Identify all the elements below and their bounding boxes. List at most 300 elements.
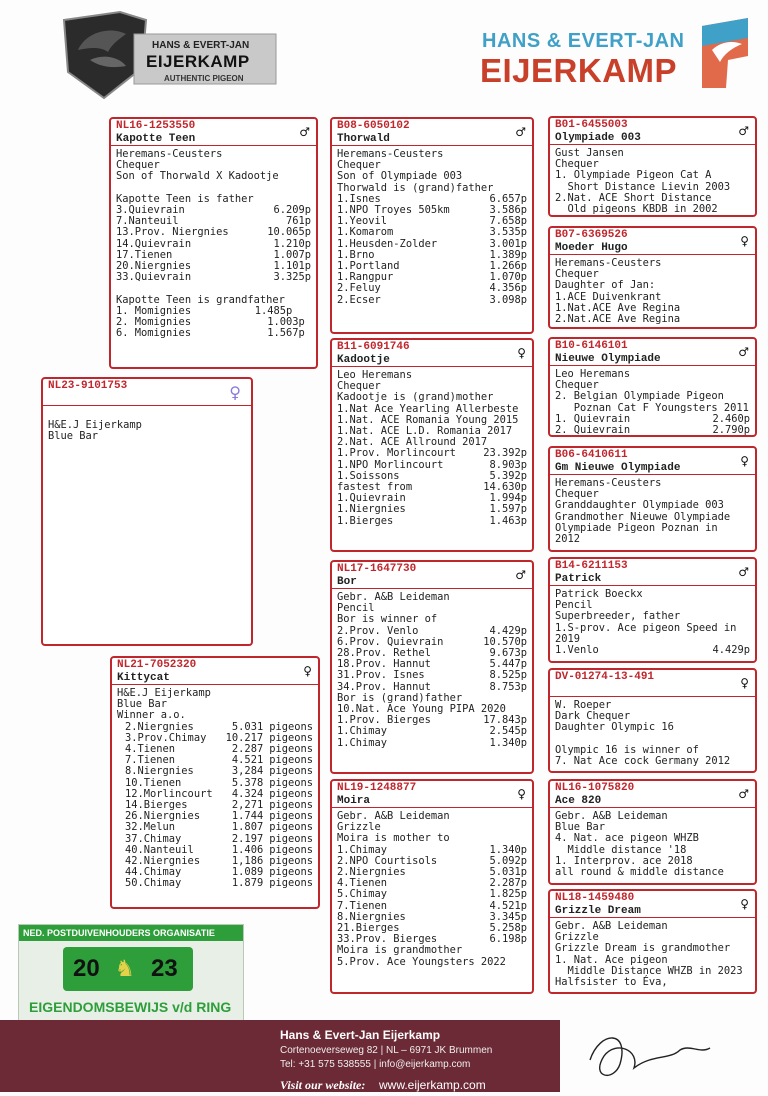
race-name: 40.Nanteuil: [125, 843, 194, 856]
card-header: [332, 340, 532, 367]
pedigree-card: [548, 226, 757, 329]
detail-line: Heremans-Ceusters: [555, 477, 662, 489]
stamp-org: NED. POSTDUIVENHOUDERS ORGANISATIE: [19, 925, 243, 941]
result-value: 17.843p: [483, 714, 527, 727]
count-unit: pigeons: [269, 843, 313, 856]
pigeon-count: 1.807: [231, 821, 264, 834]
card-header: [550, 228, 755, 255]
result-value: 1.070p: [489, 271, 527, 284]
result-value: 2.545p: [489, 725, 527, 738]
result-value: 4.429p: [712, 644, 750, 657]
result-value: 1.994p: [489, 492, 527, 505]
pigeon-name: Nieuwe Olympiade: [555, 353, 661, 365]
pedigree-card: [330, 117, 534, 334]
result-value: 6.198p: [489, 933, 527, 946]
ring-number: B06-6410611: [555, 449, 628, 461]
pedigree-card: [330, 779, 534, 994]
pigeon-count: 5.378: [231, 776, 264, 789]
ring-number: NL19-1248877: [337, 782, 417, 794]
ring-number: NL18-1459480: [555, 892, 635, 904]
result-row: [555, 425, 750, 436]
result-label: 20.Niergnies: [116, 260, 192, 273]
result-row: [117, 878, 313, 889]
result-value: 5.031p: [489, 866, 527, 879]
race-name: 12.Morlincourt: [125, 787, 213, 800]
detail-line: Kapotte Teen is father: [116, 192, 254, 205]
detail-line: Son of Thorwald X Kadootje: [116, 170, 279, 183]
result-label: 2. Momignies: [116, 316, 192, 329]
count-unit: pigeons: [269, 787, 313, 800]
detail-line: Heremans-Ceusters: [555, 257, 662, 269]
detail-line: Moira is grandmother: [337, 944, 463, 957]
detail-line: 2019: [555, 632, 581, 645]
card-header: [550, 891, 755, 918]
count-unit: pigeons: [269, 877, 313, 890]
result-label: 4.Tienen: [337, 877, 388, 890]
year-badge: [63, 947, 193, 991]
result-value: 761p: [285, 215, 311, 228]
card-details: [550, 145, 755, 217]
result-value: 1.597p: [489, 503, 527, 516]
card-header: [111, 119, 316, 146]
result-label: 17.Tienen: [116, 248, 173, 261]
result-label: 6.Prov. Quievrain: [337, 635, 444, 648]
pedigree-card: [330, 560, 534, 774]
eijerkamp-logo: [478, 14, 752, 94]
card-details: [112, 685, 318, 893]
result-value: 1.485p: [254, 304, 311, 317]
detail-line: 1.Nat.ACE Ave Regina: [555, 301, 681, 314]
detail-line: Blue Bar: [48, 430, 99, 443]
card-header: [550, 118, 755, 145]
pedigree-card: [548, 668, 757, 773]
card-header: [550, 559, 755, 586]
card-header: [332, 562, 532, 589]
result-label: 14.Quievrain: [116, 237, 192, 250]
result-label: 1.Isnes: [337, 192, 381, 205]
pigeon-count: 5.031: [231, 720, 264, 733]
detail-line: Thorwald is (grand)father: [337, 181, 494, 194]
pigeon-name: Grizzle Dream: [555, 905, 641, 917]
race-name: 14.Bierges: [125, 799, 188, 812]
result-label: 1.Rangpur: [337, 271, 394, 284]
pigeon-count: 1.089: [231, 866, 264, 879]
stamp-title: EIGENDOMSBEWIJS v/d RING: [29, 999, 232, 1015]
result-value: 8.525p: [489, 669, 527, 682]
result-label: 1.Bierges: [337, 514, 394, 527]
result-label: 1.Chimay: [337, 843, 388, 856]
footer: [0, 1020, 768, 1092]
result-label: 31.Prov. Isnes: [337, 669, 425, 682]
detail-line: 2.Nat.ACE Ave Regina: [555, 313, 681, 326]
footer-address: Cortenoeverseweg 82 | NL – 6971 JK Brummen: [280, 1045, 493, 1056]
card-details: [332, 146, 532, 309]
result-label: 1.Niergnies: [337, 503, 406, 516]
result-value: 1.389p: [489, 248, 527, 261]
detail-line: Bor is (grand)father: [337, 691, 463, 704]
year-right: 23: [151, 955, 178, 982]
result-row: [337, 738, 527, 749]
result-value: 1.825p: [489, 888, 527, 901]
male-symbol-icon: ♂: [299, 125, 310, 139]
ring-number: DV-01274-13-491: [555, 671, 655, 683]
result-label: 1.Yeovil: [337, 215, 388, 228]
result-row: [337, 448, 527, 459]
count-unit: pigeons: [269, 720, 313, 733]
pedigree-card: [548, 337, 757, 437]
pigeon-flag-icon: [698, 16, 752, 90]
count-unit: pigeons: [269, 754, 313, 767]
card-details: [111, 146, 316, 342]
ring-number: B14-6211153: [555, 560, 628, 572]
race-name: 32.Melun: [125, 821, 176, 834]
result-value: 6.657p: [489, 192, 527, 205]
detail-line: 1.ACE Duivenkrant: [555, 290, 662, 303]
card-header: [550, 339, 755, 366]
pedigree-card: [110, 656, 320, 909]
detail-line: Chequer: [555, 158, 599, 171]
detail-line: Pencil: [337, 602, 375, 615]
result-value: 2.790p: [712, 424, 750, 437]
detail-line: Chequer: [555, 488, 599, 501]
ring-number: NL23-9101753: [48, 380, 128, 392]
detail-line: 2. Belgian Olympiade Pigeon: [555, 390, 724, 403]
detail-line: 2012: [555, 533, 581, 546]
result-value: 14.630p: [483, 481, 527, 494]
pigeon-count: 1,186: [231, 855, 264, 868]
ring-number: B07-6369526: [555, 229, 628, 241]
pedigree-card: [548, 446, 757, 552]
detail-line: W. Roeper: [555, 699, 612, 711]
ring-number: NL16-1253550: [116, 120, 196, 132]
card-details: [550, 475, 755, 548]
detail-line: Chequer: [337, 159, 381, 172]
male-symbol-icon: ♂: [738, 345, 749, 359]
pigeon-name: Kadootje: [337, 354, 390, 366]
detail-line: Bor is winner of: [337, 613, 438, 626]
left-logo-line2: EIJERKAMP: [146, 52, 250, 71]
result-label: 1.Quievrain: [337, 492, 406, 505]
race-name: 26.Niergnies: [125, 810, 201, 823]
result-row: [116, 272, 311, 283]
signature: [560, 1020, 768, 1092]
ring-number: NL21-7052320: [117, 659, 197, 671]
pigeon-count: 2.197: [231, 832, 264, 845]
sex-symbol: ♀: [229, 383, 241, 402]
female-symbol-icon: ♀: [740, 897, 749, 911]
result-value: 3.098p: [489, 293, 527, 306]
count-unit: pigeons: [269, 799, 313, 812]
result-label: 1.NPO Morlincourt: [337, 458, 444, 471]
count-unit: pigeons: [269, 832, 313, 845]
detail-line: Winner a.o.: [117, 709, 186, 722]
result-label: 1.Heusden-Zolder: [337, 237, 438, 250]
detail-line: 1.Nat. ACE L.D. Romania 2017: [337, 425, 513, 438]
pigeon-name: Olympiade 003: [555, 132, 641, 144]
detail-line: Moira is mother to: [337, 832, 450, 845]
result-label: 13.Prov. Niergnies: [116, 226, 229, 239]
result-row: [337, 283, 527, 294]
detail-line: 1.Nat. ACE Romania Young 2015: [337, 413, 519, 426]
pedigree-card: [109, 117, 318, 369]
result-label: 34.Prov. Hannut: [337, 680, 431, 693]
detail-line: 5.Prov. Ace Youngsters 2022: [337, 955, 506, 968]
card-details: [550, 697, 755, 770]
card-details: [550, 366, 755, 437]
detail-line: Grizzle: [555, 931, 599, 944]
card-header: [550, 448, 755, 475]
detail-line: Heremans-Ceusters: [337, 148, 444, 160]
detail-line: Short Distance Lievin 2003: [555, 180, 731, 193]
male-symbol-icon: ♂: [738, 565, 749, 579]
result-value: 1.266p: [489, 260, 527, 273]
detail-line: Gebr. A&B Leideman: [555, 920, 668, 932]
female-symbol-icon: ♀: [303, 664, 312, 678]
race-name: 7.Tienen: [125, 754, 176, 767]
result-value: 3.535p: [489, 226, 527, 239]
detail-line: Old pigeons KBDB in 2002: [555, 203, 718, 216]
result-value: 5.392p: [489, 469, 527, 482]
result-label: 2.NPO Courtisols: [337, 854, 438, 867]
detail-line: Kapotte Teen is grandfather: [116, 293, 285, 306]
result-label: 1. Quievrain: [555, 412, 631, 425]
result-label: 1.Prov. Bierges: [337, 714, 431, 727]
result-label: 2.Ecser: [337, 293, 381, 306]
result-value: 8.903p: [489, 458, 527, 471]
detail-line: Gust Jansen: [555, 147, 624, 159]
result-label: 6. Momignies: [116, 327, 192, 340]
pigeon-name: Moira: [337, 795, 371, 807]
detail-line: Son of Olympiade 003: [337, 170, 463, 183]
result-label: 1.Brno: [337, 248, 375, 261]
result-value: 2.460p: [712, 412, 750, 425]
result-label: 5.Chimay: [337, 888, 388, 901]
count-unit: pigeons: [269, 776, 313, 789]
result-label: 2.Niergnies: [337, 866, 406, 879]
result-label: 28.Prov. Rethel: [337, 647, 431, 660]
male-symbol-icon: ♂: [738, 124, 749, 138]
pigeon-count: 3,284: [231, 765, 264, 778]
pigeon-name: Patrick: [555, 573, 602, 585]
result-row: [116, 328, 311, 339]
result-value: 4.521p: [489, 899, 527, 912]
pigeon-name: Ace 820: [555, 795, 602, 807]
result-label: 33.Prov. Bierges: [337, 933, 438, 946]
race-name: 42.Niergnies: [125, 855, 201, 868]
race-name: 2.Niergnies: [125, 720, 194, 733]
detail-line: Pencil: [555, 599, 593, 612]
ring-number: NL17-1647730: [337, 563, 417, 575]
detail-line: Patrick Boeckx: [555, 588, 643, 600]
result-label: 1.NPO Troyes 505km: [337, 204, 450, 217]
pigeon-name: Gm Nieuwe Olympiade: [555, 462, 681, 474]
detail-line: 2.Nat. ACE Allround 2017: [337, 436, 488, 449]
result-label: 1.Portland: [337, 260, 400, 273]
count-unit: pigeons: [269, 765, 313, 778]
result-row: [337, 504, 527, 515]
result-value: 4.356p: [489, 282, 527, 295]
female-symbol-icon: ♀: [740, 676, 749, 690]
result-label: 2.Prov. Venlo: [337, 624, 419, 637]
result-label: 7.Nanteuil: [116, 215, 179, 228]
result-label: 8.Niergnies: [337, 910, 406, 923]
result-value: 1.463p: [489, 514, 527, 527]
detail-line: Gebr. A&B Leideman: [555, 810, 668, 822]
result-value: 5.258p: [489, 922, 527, 935]
detail-line: 1. Interprov. ace 2018: [555, 854, 693, 867]
card-details: [550, 918, 755, 991]
result-row: [337, 516, 527, 527]
detail-line: Daughter Olympic 16: [555, 721, 674, 734]
result-label: 2. Quievrain: [555, 424, 631, 437]
pedigree-card: [330, 338, 534, 552]
pedigree-card: [548, 116, 757, 217]
result-label: 1.Komarom: [337, 226, 394, 239]
card-details: [550, 808, 755, 881]
detail-line: [116, 283, 311, 294]
detail-line: Leo Heremans: [337, 369, 413, 381]
result-value: 6.209p: [273, 204, 311, 216]
detail-line: Dark Chequer: [555, 710, 631, 723]
result-label: 1.Venlo: [555, 644, 599, 657]
result-label: 7.Tienen: [337, 899, 388, 912]
result-value: 23.392p: [483, 447, 527, 460]
result-label: 1.Prov. Morlincourt: [337, 447, 456, 460]
detail-line: Chequer: [116, 159, 160, 172]
card-details: [550, 586, 755, 659]
male-symbol-icon: ♂: [738, 787, 749, 801]
card-header: [550, 781, 755, 808]
card-header: [332, 119, 532, 146]
detail-line: Olympic 16 is winner of: [555, 743, 699, 756]
result-row: [337, 295, 527, 306]
detail-line: H&E.J Eijerkamp: [48, 419, 142, 432]
count-unit: pigeons: [269, 731, 313, 744]
year-left: 20: [73, 955, 100, 982]
female-symbol-icon: ♀: [740, 234, 749, 248]
result-value: 3.325p: [273, 271, 311, 284]
result-value: 5.447p: [489, 658, 527, 671]
race-name: 50.Chimay: [125, 877, 182, 890]
result-value: 3.345p: [489, 910, 527, 923]
ring-number: B10-6146101: [555, 340, 628, 352]
detail-line: Granddaughter Olympiade 003: [555, 499, 724, 512]
detail-line: Kadootje is (grand)mother: [337, 391, 494, 404]
detail-line: H&E.J Eijerkamp: [117, 687, 211, 699]
detail-line: Chequer: [555, 268, 599, 281]
result-row: [337, 889, 527, 900]
result-value: 10.570p: [483, 635, 527, 648]
result-label: 1.Chimay: [337, 736, 388, 749]
race-name: 8.Niergnies: [125, 765, 194, 778]
count-unit: pigeons: [269, 821, 313, 834]
count-unit: pigeons: [269, 855, 313, 868]
footer-company: Hans & Evert-Jan Eijerkamp: [280, 1028, 441, 1042]
result-value: 1.340p: [489, 736, 527, 749]
detail-line: Grizzle: [337, 821, 381, 834]
race-name: 37.Chimay: [125, 832, 182, 845]
detail-line: 1. Olympiade Pigeon Cat A: [555, 169, 712, 182]
result-value: 1.003p: [267, 316, 311, 329]
detail-line: Halfsister to Éva,: [555, 976, 668, 989]
ring-number: B01-6455003: [555, 119, 628, 131]
card-header: [550, 670, 755, 697]
pigeon-count: 10.217: [225, 731, 264, 744]
result-label: 21.Bierges: [337, 922, 400, 935]
left-logo-line1: HANS & EVERT-JAN: [152, 40, 250, 51]
pigeon-count: 1.879: [231, 877, 264, 890]
card-details: [43, 406, 251, 446]
lion-emblem-icon: ♞: [117, 953, 133, 983]
result-value: 2.287p: [489, 877, 527, 890]
detail-line: 1. Nat. Ace pigeon: [555, 953, 668, 966]
result-value: 10.065p: [267, 226, 311, 239]
female-symbol-icon: ♀: [740, 454, 749, 468]
result-label: 1.Soissons: [337, 469, 400, 482]
ring-number: B11-6091746: [337, 341, 410, 353]
pigeon-name: Thorwald: [337, 133, 390, 145]
pigeon-count: 2,271: [231, 799, 264, 812]
card-details: [332, 808, 532, 971]
female-symbol-icon: ♀: [517, 346, 526, 360]
result-label: 33.Quievrain: [116, 271, 192, 284]
result-label: 3.Quievrain: [116, 204, 185, 216]
detail-line: 1.Nat Ace Yearling Allerbeste: [337, 402, 519, 415]
result-value: 3.586p: [489, 204, 527, 217]
result-row: [337, 726, 527, 737]
detail-line: Poznan Cat F Youngsters 2011: [555, 401, 749, 414]
result-value: 1.210p: [273, 237, 311, 250]
ring-number: B08-6050102: [337, 120, 410, 132]
website-link[interactable]: www.eijerkamp.com: [379, 1078, 486, 1092]
pigeon-count: 4.521: [231, 754, 264, 767]
result-value: 7.658p: [489, 215, 527, 228]
result-value: 1.101p: [273, 260, 311, 273]
detail-line: Gebr. A&B Leideman: [337, 810, 450, 822]
authentic-pigeon-logo: [60, 10, 280, 100]
pigeon-count: 1.406: [231, 843, 264, 856]
result-value: 1.340p: [489, 843, 527, 856]
race-name: 3.Prov.Chimay: [125, 731, 207, 744]
pigeon-name: Moeder Hugo: [555, 242, 628, 254]
result-value: 3.001p: [489, 237, 527, 250]
detail-line: Heremans-Ceusters: [116, 148, 223, 160]
result-row: [117, 766, 313, 777]
pigeon-count: 2.287: [231, 743, 264, 756]
race-name: 44.Chimay: [125, 866, 182, 879]
footer-visit-label: Visit our website:: [280, 1078, 366, 1092]
result-row: [337, 227, 527, 238]
card-details: [332, 367, 532, 530]
pigeon-name: Kapotte Teen: [116, 133, 196, 145]
card-details: [332, 589, 532, 752]
result-row: [337, 670, 527, 681]
result-value: 1.007p: [273, 248, 311, 261]
female-symbol-icon: ♀: [517, 787, 526, 801]
detail-line: all round & middle distance: [555, 866, 724, 879]
result-label: fastest from: [337, 481, 413, 494]
result-label: 1.Chimay: [337, 725, 388, 738]
result-value: 4.429p: [489, 624, 527, 637]
signature-panel: [560, 1020, 768, 1092]
result-label: 18.Prov. Hannut: [337, 658, 431, 671]
detail-line: 7. Nat Ace cock Germany 2012: [555, 755, 731, 767]
detail-line: Blue Bar: [555, 821, 606, 834]
right-logo-line1: HANS & EVERT-JAN: [482, 30, 685, 52]
pigeon-name: Bor: [337, 576, 357, 588]
right-logo-line2: EIJERKAMP: [480, 52, 678, 89]
count-unit: pigeons: [269, 866, 313, 879]
